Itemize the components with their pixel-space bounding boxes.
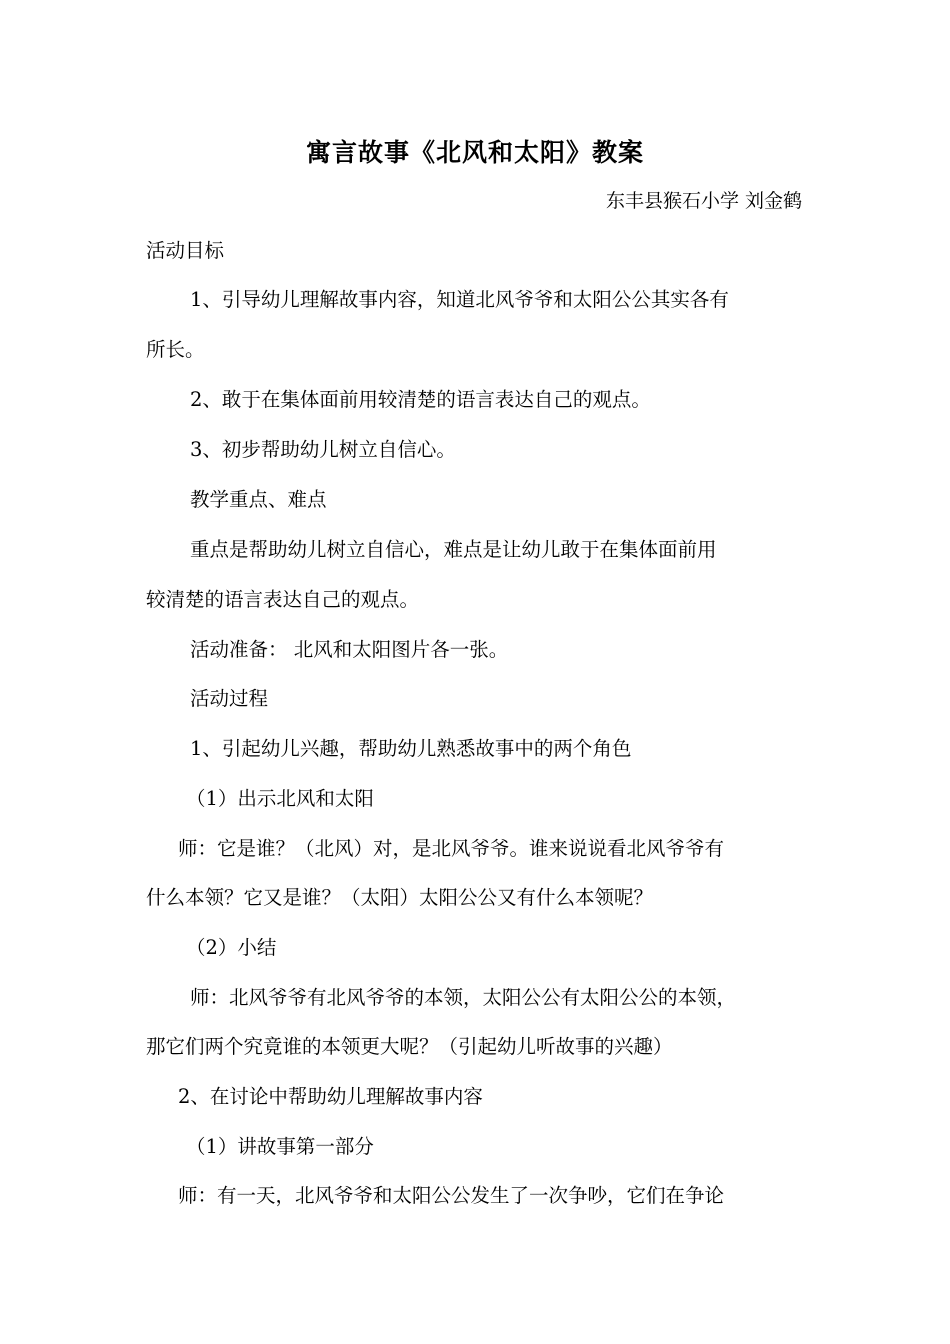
paragraph-line: 1、引起幼儿兴趣，帮助幼儿熟悉故事中的两个角色 — [190, 737, 632, 760]
paragraph-line: （1）出示北风和太阳 — [186, 787, 374, 810]
paragraph-line: 活动目标 — [146, 239, 225, 262]
paragraph-line: 教学重点、难点 — [190, 488, 327, 511]
paragraph-line: 什么本领？它又是谁？（太阳）太阳公公又有什么本领呢？ — [146, 886, 654, 909]
paragraph-line: 活动准备： 北风和太阳图片各一张。 — [190, 638, 509, 661]
paragraph-line: 重点是帮助幼儿树立自信心，难点是让幼儿敢于在集体面前用 — [190, 538, 717, 561]
paragraph-line: 3、初步帮助幼儿树立自信心。 — [190, 438, 456, 461]
paragraph-line: 师：它是谁？（北风）对，是北风爷爷。谁来说说看北风爷爷有 — [178, 837, 725, 860]
paragraph-line: （2）小结 — [186, 936, 277, 959]
paragraph-line: 较清楚的语言表达自己的观点。 — [146, 588, 420, 611]
paragraph-line: 2、在讨论中帮助幼儿理解故事内容 — [178, 1085, 483, 1108]
paragraph-line: 活动过程 — [190, 687, 269, 710]
document-title: 寓言故事《北风和太阳》教案 — [305, 138, 644, 167]
paragraph-line: 1、引导幼儿理解故事内容，知道北风爷爷和太阳公公其实各有 — [190, 288, 729, 311]
paragraph-line: 师：有一天，北风爷爷和太阳公公发生了一次争吵，它们在争论 — [178, 1184, 725, 1207]
paragraph-line: 2、敢于在集体面前用较清楚的语言表达自己的观点。 — [190, 388, 651, 411]
paragraph-line: 师：北风爷爷有北风爷爷的本领，太阳公公有太阳公公的本领， — [190, 986, 737, 1009]
paragraph-line: （1）讲故事第一部分 — [186, 1135, 374, 1158]
paragraph-line: 所长。 — [146, 338, 205, 361]
document-author: 东丰县猴石小学 刘金鹤 — [605, 190, 802, 212]
paragraph-line: 那它们两个究竟谁的本领更大呢？（引起幼儿听故事的兴趣） — [146, 1035, 673, 1058]
